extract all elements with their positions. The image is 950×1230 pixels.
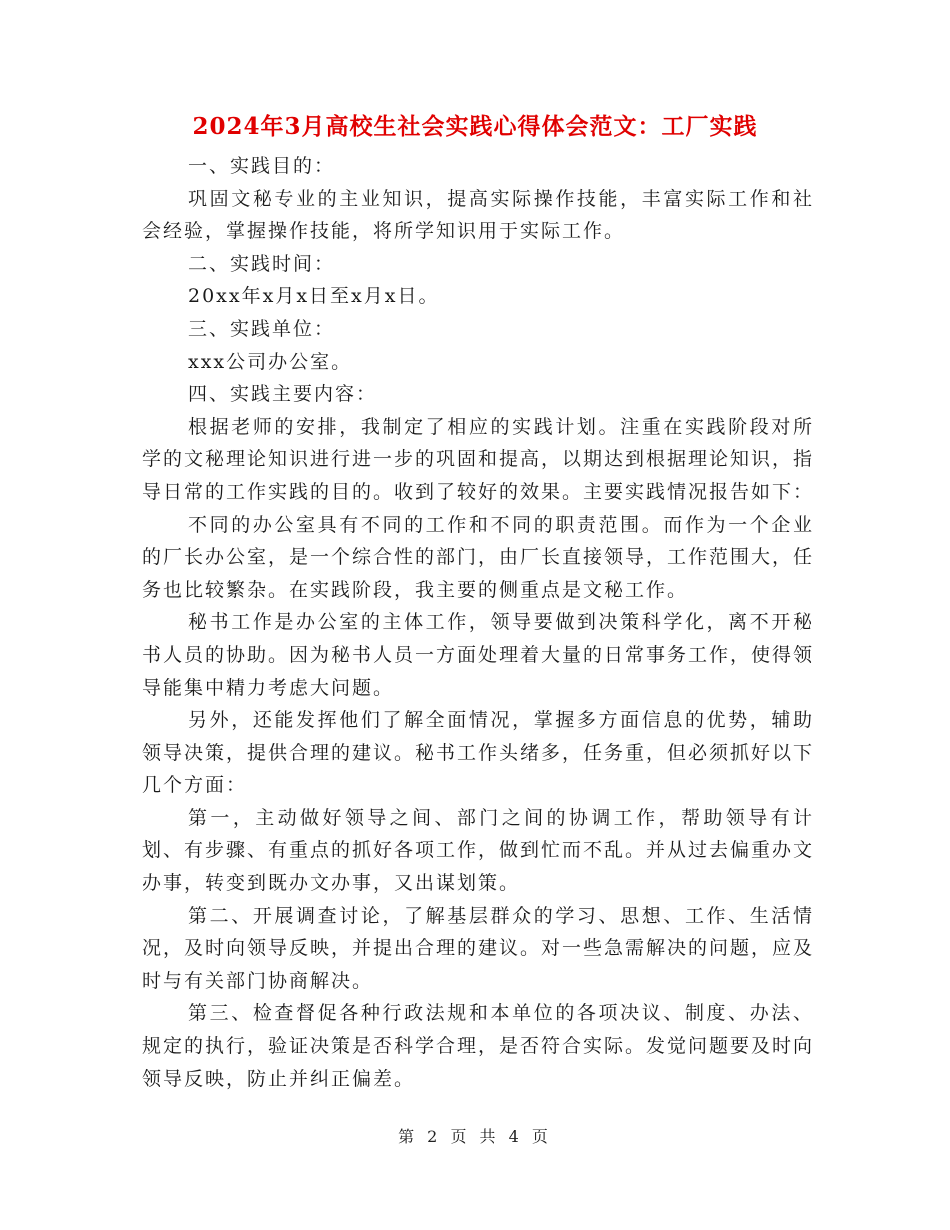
- paragraph-unit: xxx公司办公室。: [188, 350, 353, 373]
- page-number-footer: 第 2 页 共 4 页: [398, 1127, 552, 1146]
- paragraph-second: 第二、开展调查讨论，了解基层群众的学习、思想、工作、生活情况，及时向领导反映，并提出合理的建议。对一些急需解决的问题，应及时与有关部门协商解决。: [142, 904, 815, 992]
- paragraph-first: 第一，主动做好领导之间、部门之间的协调工作，帮助领导有计划、有步骤、有重点的抓好各项工作，做到忙而不乱。并从过去偏重办文办事，转变到既办文办事，又出谋划策。: [142, 806, 815, 895]
- paragraph-plan: 根据老师的安排，我制定了相应的实践计划。注重在实践阶段对所学的文秘理论知识进行进一步的巩固和提高，以期达到根据理论知识，指导日常的工作实践的目的。收到了较好的效果。主要实践情况报告如下：: [142, 415, 815, 503]
- document-body: [142, 150, 814, 1095]
- document-title: 2024年3月高校生社会实践心得体会范文：工厂实践: [192, 113, 758, 140]
- paragraph-advantages: 另外，还能发挥他们了解全面情况，掌握多方面信息的优势，辅助领导决策，提供合理的建议。秘书工作头绪多，任务重，但必须抓好以下几个方面：: [142, 709, 815, 797]
- section-heading-content: 四、实践主要内容：: [188, 383, 378, 406]
- section-heading-unit: 三、实践单位：: [188, 317, 336, 340]
- paragraph-time: 20xx年x月x日至x月x日。: [188, 285, 440, 308]
- section-heading-purpose: 一、实践目的：: [188, 155, 336, 177]
- paragraph-office: 不同的办公室具有不同的工作和不同的职责范围。而作为一个企业的厂长办公室，是一个综合性的部门，由厂长直接领导，工作范围大，任务也比较繁杂。在实践阶段，我主要的侧重点是文秘工作。: [142, 513, 815, 601]
- paragraph-secretary: 秘书工作是办公室的主体工作，领导要做到决策科学化，离不开秘书人员的协助。因为秘书人员一方面处理着大量的日常事务工作，使得领导能集中精力考虑大问题。: [142, 611, 815, 699]
- paragraph-purpose: 巩固文秘专业的主业知识，提高实际操作技能，丰富实际工作和社会经验，掌握操作技能，将所学知识用于实际工作。: [142, 187, 814, 243]
- section-heading-time: 二、实践时间：: [188, 252, 336, 275]
- paragraph-third: 第三、检查督促各种行政法规和本单位的各项决议、制度、办法、规定的执行，验证决策是否科学合理，是否符合实际。发觉问题要及时向领导反映，防止并纠正偏差。: [142, 1002, 815, 1090]
